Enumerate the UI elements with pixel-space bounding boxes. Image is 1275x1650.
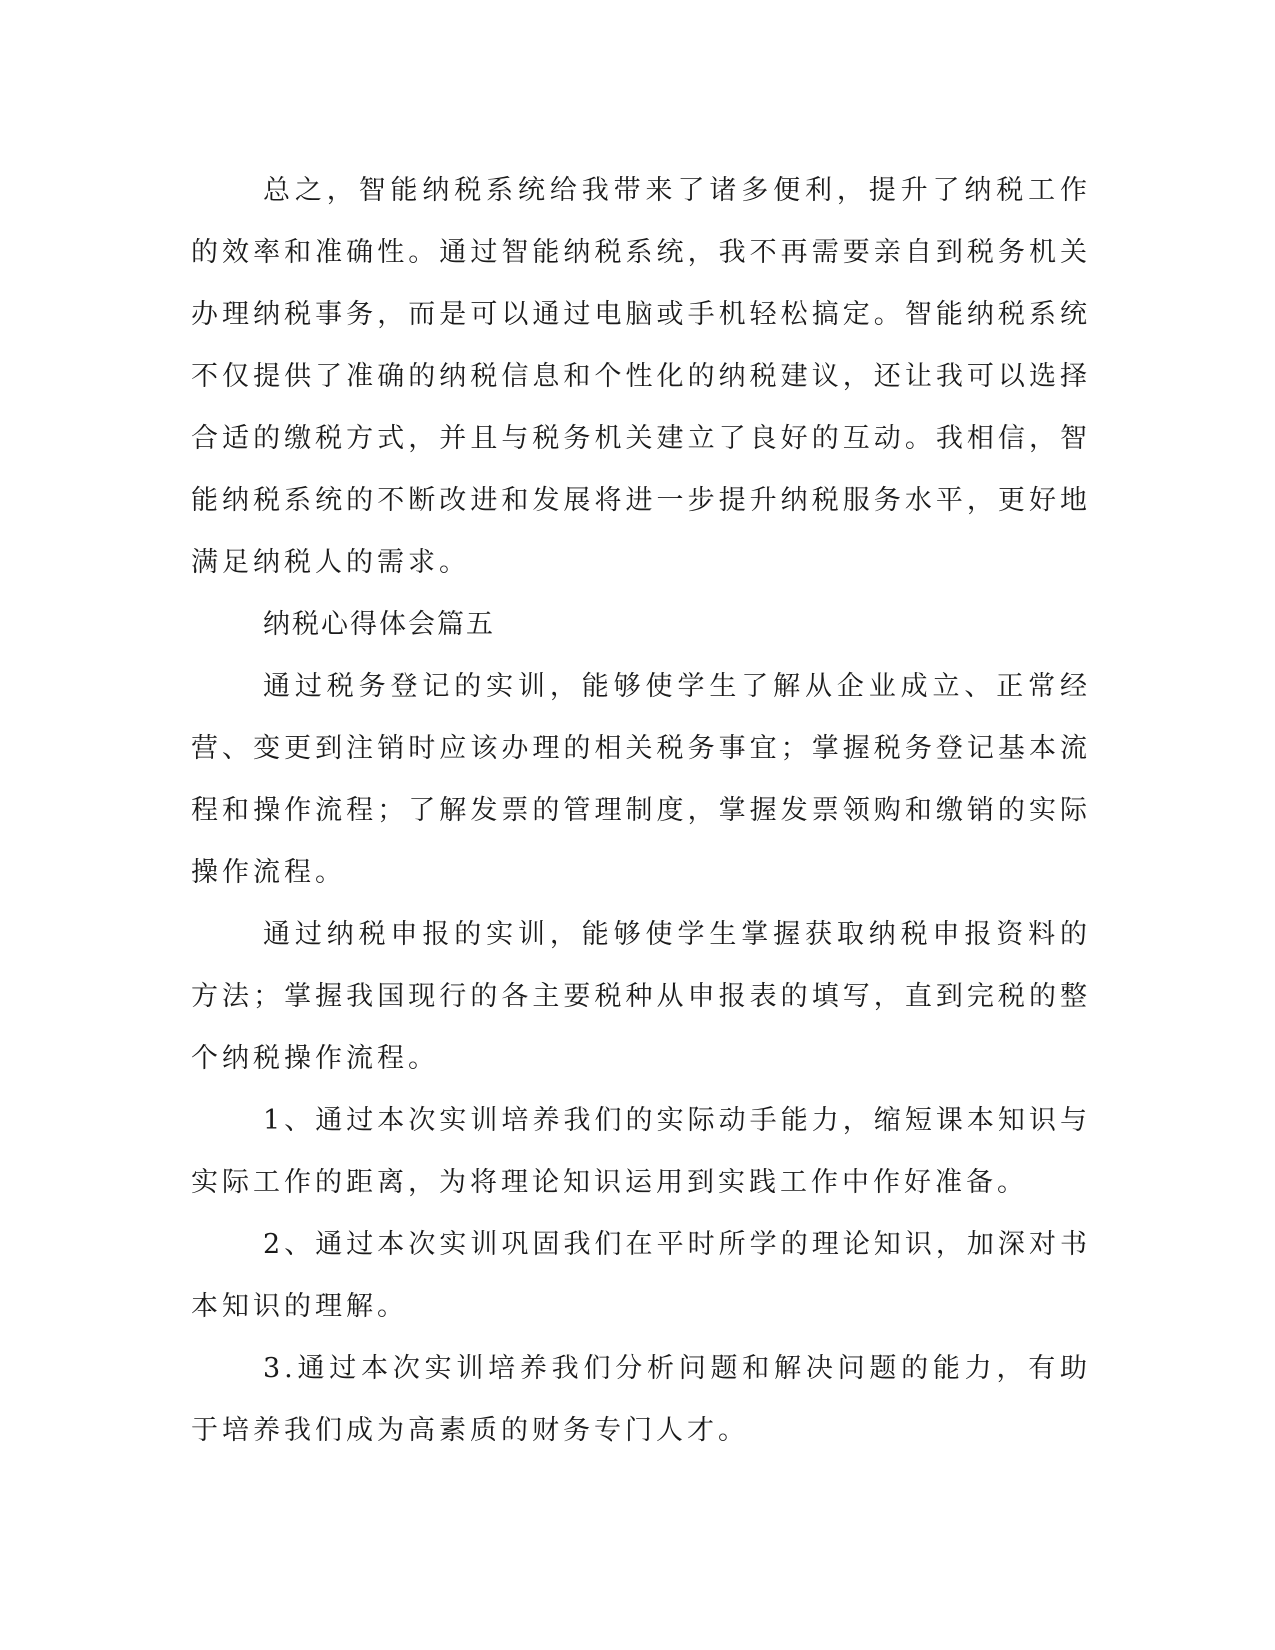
paragraph-tax-registration: 通过税务登记的实训，能够使学生了解从企业成立、正常经营、变更到注销时应该办理的相关税务事宜；掌握税务登记基本流程和操作流程；了解发票的管理制度，掌握发票领购和缴销的实际操作流程。 xyxy=(191,671,1091,888)
paragraph-summary: 总之，智能纳税系统给我带来了诸多便利，提升了纳税工作的效率和准确性。通过智能纳税系统，我不再需要亲自到税务机关办理纳税事务，而是可以通过电脑或手机轻松搞定。智能纳税系统不仅提供了准确的纳税信息和个性化的纳税建议，还让我可以选择合适的缴税方式，并且与税务机关建立了良好的互动。我相信，智能纳税系统的不断改进和发展将进一步提升纳税服务水平，更好地满足纳税人的需求。 xyxy=(191,175,1091,578)
section-heading: 纳税心得体会篇五 xyxy=(263,609,495,640)
document-body xyxy=(191,160,1091,1462)
paragraph-tax-declaration: 通过纳税申报的实训，能够使学生掌握获取纳税申报资料的方法；掌握我国现行的各主要税种从申报表的填写，直到完税的整个纳税操作流程。 xyxy=(191,919,1091,1074)
paragraph-point-3: 3.通过本次实训培养我们分析问题和解决问题的能力，有助于培养我们成为高素质的财务专门人才。 xyxy=(191,1353,1091,1446)
paragraph-point-2: 2、通过本次实训巩固我们在平时所学的理论知识，加深对书本知识的理解。 xyxy=(191,1229,1091,1322)
paragraph-point-1: 1、通过本次实训培养我们的实际动手能力，缩短课本知识与实际工作的距离，为将理论知识运用到实践工作中作好准备。 xyxy=(191,1105,1091,1198)
